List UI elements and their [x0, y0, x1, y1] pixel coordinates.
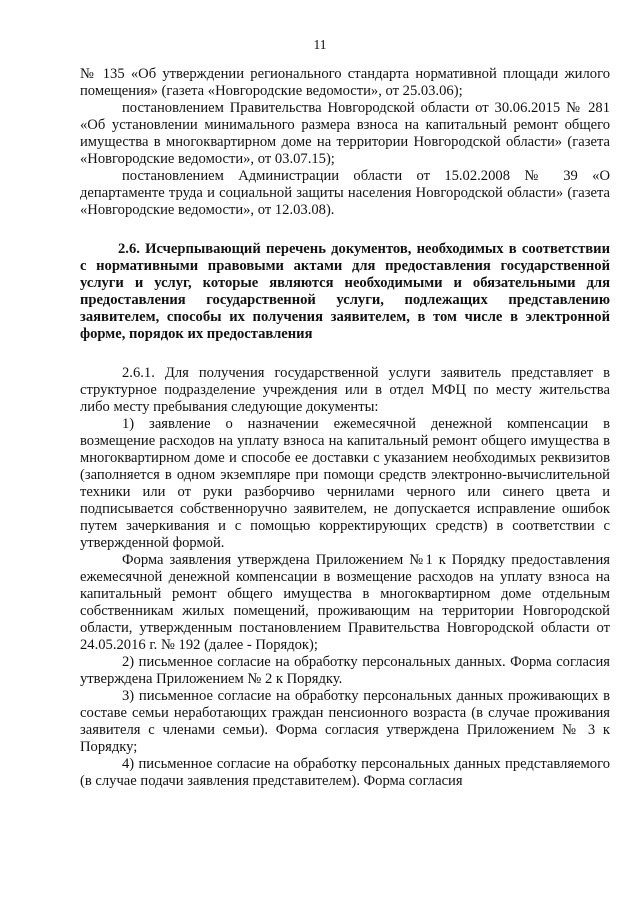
paragraph-2-6-1: 2.6.1. Для получения государственной услуги заявитель представляет в структурное подразделение учреждения или в отдел МФЦ по месту жительства либо месту пребывания следующие документы: [80, 365, 610, 415]
list-item-2: 2) письменное согласие на обработку персональных данных. Форма согласия утверждена Приложением № 2 к Порядку. [80, 654, 610, 687]
list-item-3: 3) письменное согласие на обработку персональных данных проживающих в составе семьи неработающих граждан пенсионного возраста (в случае проживания заявителя с членами семьи). Форма согласия утверждена Приложением № 3 к Порядку; [80, 688, 610, 755]
page-number: 11 [313, 37, 327, 52]
paragraph-form-appendix-1: Форма заявления утверждена Приложением №1 к Порядку предоставления ежемесячной денежной компенсации в возмещение расходов на уплату взноса на капитальный ремонт общего имущества в многоквартирном доме отдельным собственникам жилых помещений, проживающим на территории Новгородской области, утвержденным постановлением Правительства Новгородской области от 24.05.2016 г. № 192 (далее - Порядок); [80, 552, 610, 653]
paragraph-resolution-281: постановлением Правительства Новгородской области от 30.06.2015 № 281 «Об установлении минимального размера взноса на капитальный ремонт общего имущества в многоквартирном доме на территории Новгородской области» (газета «Новгородские ведомости», от 03.07.15); [80, 100, 610, 167]
list-item-4: 4) письменное согласие на обработку персональных данных представляемого (в случае подачи заявления представителем). Форма согласия [80, 756, 610, 789]
paragraph-resolution-39: постановлением Администрации области от 15.02.2008 № 39 «О департаменте труда и социальной защиты населения Новгородской области» (газета «Новгородские ведомости», от 12.03.08). [80, 168, 610, 218]
list-item-1: 1) заявление о назначении ежемесячной денежной компенсации в возмещение расходов на уплату взноса на капитальный ремонт общего имущества в многоквартирном доме и способе ее доставки с указанием необходимых реквизитов (заполняется в одном экземпляре при помощи средств электронно-вычислительной техники или от руки разборчиво чернилами черного или синего цвета и подписывается собственноручно заявителем, не допускается исправление ошибок путем зачеркивания и с помощью корректирующих средств) в соответствии с утвержденной формой. [80, 416, 610, 551]
paragraph-regional-standard: № 135 «Об утверждении регионального стандарта нормативной площади жилого помещения» (газета «Новгородские ведомости», от 25.03.06); [80, 66, 610, 99]
document-body [80, 66, 610, 790]
section-heading-2-6: 2.6. Исчерпывающий перечень документов, необходимых в соответствии с нормативными правовыми актами для предоставления государственной услуги и услуг, которые являются необходимыми и обязательными для предоставления государственной услуги, подлежащих представлению заявителем, способы их получения заявителем, в том числе в электронной форме, порядок их предоставления [80, 241, 610, 342]
